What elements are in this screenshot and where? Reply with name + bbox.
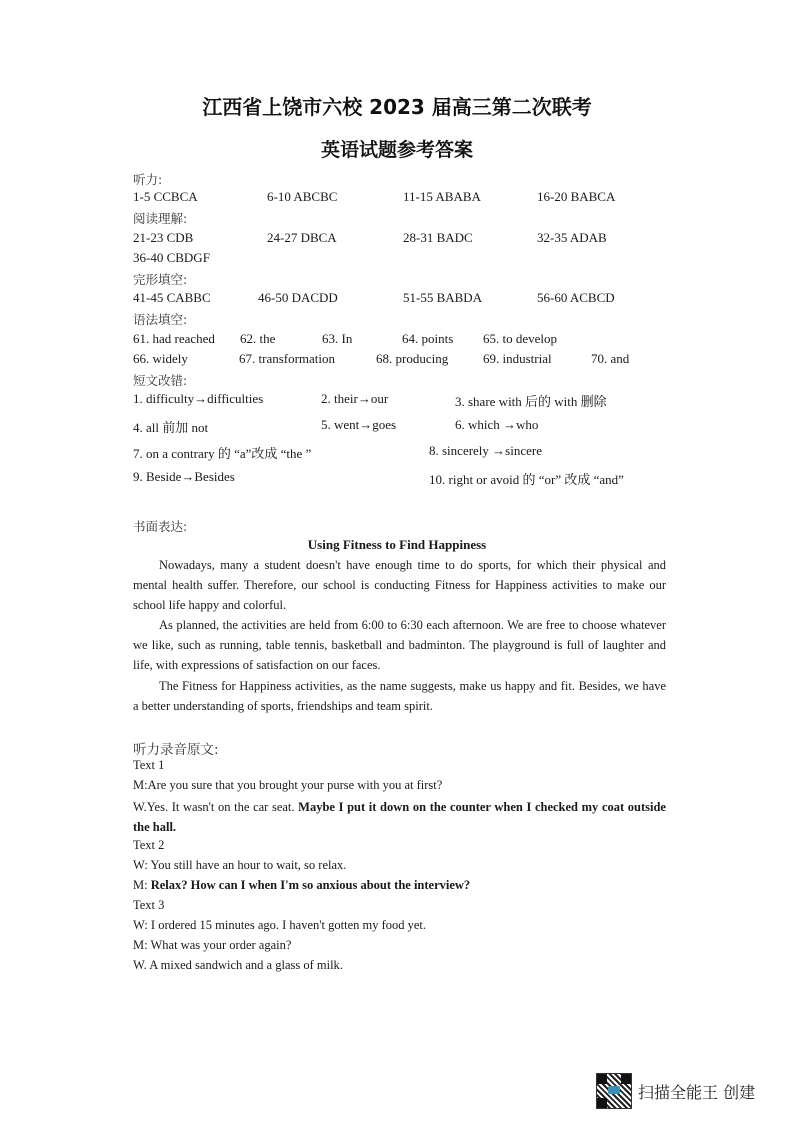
section-label-reading: 阅读理解: — [133, 211, 188, 226]
section-label-grammar: 语法填空: — [133, 312, 188, 327]
transcript-line — [133, 958, 343, 973]
transcript-line-text: W. A mixed sandwich and a glass of milk. — [133, 958, 343, 972]
essay-paragraph: Nowadays, many a student doesn't have enough time to do sports, for which their physical and mental health suffer. Therefore, our school is conducting Fitness for Happiness activities to make our school life happy and colorful. — [133, 558, 666, 612]
document-title: 江西省上饶市六校 2023 届高三第二次联考 — [202, 95, 592, 119]
transcript-line — [133, 918, 426, 933]
section-label-cloze: 完形填空: — [133, 272, 188, 287]
correction-item: 1. difficulty→difficulties — [133, 391, 264, 406]
transcript-line — [133, 938, 291, 953]
answer-group: 46-50 DACDD — [258, 290, 338, 305]
answer-item: 63. In — [322, 331, 353, 346]
transcript-line — [133, 878, 470, 893]
transcript-line-text: M: — [133, 878, 151, 892]
answer-group: 24-27 DBCA — [267, 230, 337, 245]
answer-group: 11-15 ABABA — [403, 189, 481, 204]
section-label-transcript: 听力录音原文: — [133, 742, 219, 758]
scanner-watermark: 扫描全能王 创建 — [638, 1083, 756, 1102]
section-label-correction: 短文改错: — [133, 373, 188, 388]
answer-item: 64. points — [402, 331, 454, 346]
qr-code-icon — [596, 1073, 632, 1109]
document-subtitle: 英语试题参考答案 — [320, 139, 473, 161]
correction-item: 2. their→our — [321, 391, 389, 406]
essay-paragraph: The Fitness for Happiness activities, as the name suggests, make us happy and fit. Besides, we have a better understanding of sports, friendships and team spirit. — [133, 679, 666, 713]
transcript-line-text: M: What was your order again? — [133, 938, 292, 952]
correction-item: 3. share with 后的 with 删除 — [455, 394, 607, 409]
answer-group: 1-5 CCBCA — [133, 189, 198, 204]
answer-group: 36-40 CBDGF — [133, 250, 210, 265]
correction-item: 5. went→goes — [321, 417, 397, 432]
answer-item: 69. industrial — [483, 351, 552, 366]
section-label-writing: 书面表达: — [133, 519, 188, 534]
answer-item: 62. the — [240, 331, 276, 346]
answer-group: 32-35 ADAB — [537, 230, 607, 245]
correction-item: 7. on a contrary 的 “a”改成 “the ” — [133, 446, 312, 461]
transcript-line — [133, 797, 666, 837]
transcript-line-key: Relax? How can I when I'm so anxious about the interview? — [150, 878, 471, 892]
answer-group: 51-55 BABDA — [403, 290, 483, 305]
transcript-heading: Text 1 — [133, 758, 165, 772]
essay-paragraph: As planned, the activities are held from 6:00 to 6:30 each afternoon. We are free to choose whatever we like, such as running, table tennis, basketball and badminton. The playground is full of laughter and life, with expressions of satisfaction on our faces. — [133, 618, 666, 672]
answer-group: 56-60 ACBCD — [537, 290, 615, 305]
transcript-heading: Text 2 — [133, 838, 165, 852]
answer-group: 41-45 CABBC — [133, 290, 211, 305]
transcript-line-text: W: You still have an hour to wait, so relax. — [133, 858, 347, 872]
essay-title: Using Fitness to Find Happiness — [307, 537, 487, 552]
transcript-line — [133, 778, 442, 793]
correction-item: 10. right or avoid 的 “or” 改成 “and” — [429, 472, 624, 487]
transcript-line-text: W.Yes. It wasn't on the car seat. — [133, 800, 299, 814]
answer-item: 67. transformation — [239, 351, 336, 366]
section-label-listening: 听力: — [133, 172, 163, 187]
transcript-line-text: M:Are you sure that you brought your purse with you at first? — [133, 778, 443, 792]
transcript-heading: Text 3 — [133, 898, 165, 912]
answer-group: 16-20 BABCA — [537, 189, 616, 204]
correction-item: 4. all 前加 not — [133, 420, 209, 435]
transcript-line-key: Maybe I put it down on the counter when I checked my coat outside the hall. — [133, 800, 666, 834]
answer-item: 68. producing — [376, 351, 449, 366]
answer-item: 61. had reached — [133, 331, 215, 346]
answer-group: 28-31 BADC — [403, 230, 473, 245]
correction-item: 9. Beside→Besides — [133, 469, 235, 484]
correction-item: 6. which →who — [455, 417, 539, 432]
answer-group: 21-23 CDB — [133, 230, 194, 245]
answer-item: 65. to develop — [483, 331, 558, 346]
answer-item: 70. and — [591, 351, 630, 366]
answer-item: 66. widely — [133, 351, 188, 366]
transcript-line — [133, 858, 346, 873]
transcript-line-text: W: I ordered 15 minutes ago. I haven't gotten my food yet. — [133, 918, 427, 932]
answer-group: 6-10 ABCBC — [267, 189, 338, 204]
correction-item: 8. sincerely →sincere — [429, 443, 542, 458]
